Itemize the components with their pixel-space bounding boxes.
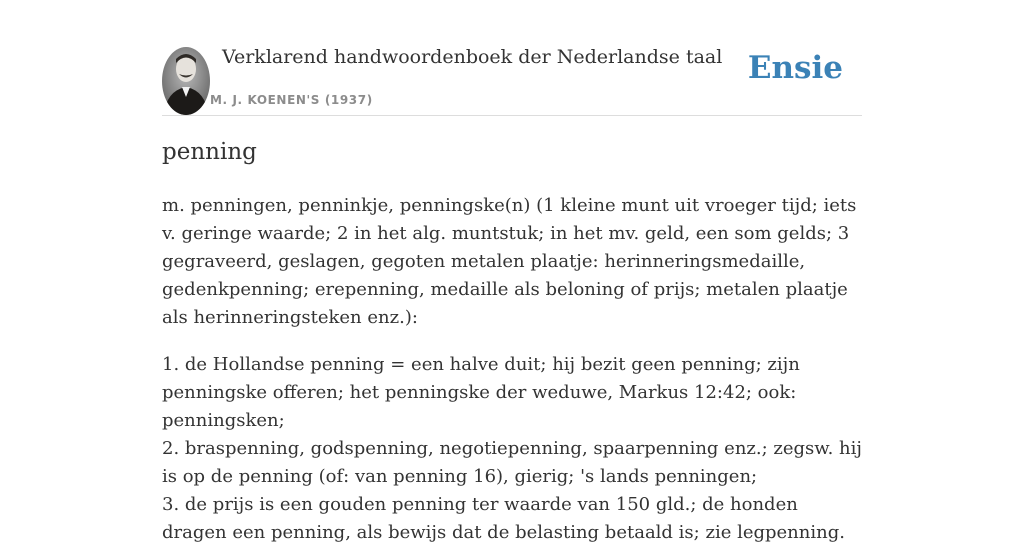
- entry-senses: [162, 351, 862, 547]
- entry-definition: m. penningen, penninkje, penningske(n) (1 kleine munt uit vroeger tijd; iets v. geringe waarde; 2 in het alg. muntstuk; in het mv. geld, een som gelds; 3 gegraveerd, geslagen, gegoten metalen plaatje: herinneringsmedaille, gedenkpenning; erepenning, medaille als beloning of prijs; metalen plaatje als herinneringsteken enz.):: [162, 195, 857, 328]
- dictionary-header: [162, 46, 862, 116]
- dictionary-title: Verklarend handwoordenboek der Nederlandse taal: [222, 46, 723, 68]
- sense-item: 3. de prijs is een gouden penning ter waarde van 150 gld.; de honden dragen een penning, als bewijs dat de belasting betaald is; zie legpenning.: [162, 494, 845, 543]
- sense-item: 2. braspenning, godspenning, negotiepenning, spaarpenning enz.; zegsw. hij is op de penning (of: van penning 16), gierig; 's lands penningen;: [162, 438, 862, 487]
- author-portrait-icon: [162, 47, 210, 115]
- ensie-logo-link[interactable]: Ensie: [747, 50, 843, 86]
- entry-headword: penning: [162, 139, 257, 165]
- sense-item: 1. de Hollandse penning = een halve duit; hij bezit geen penning; zijn penningske offeren; het penningske der weduwe, Markus 12:42; ook: penningsken;: [162, 354, 800, 431]
- dictionary-author: M. J. KOENEN'S (1937): [210, 93, 373, 107]
